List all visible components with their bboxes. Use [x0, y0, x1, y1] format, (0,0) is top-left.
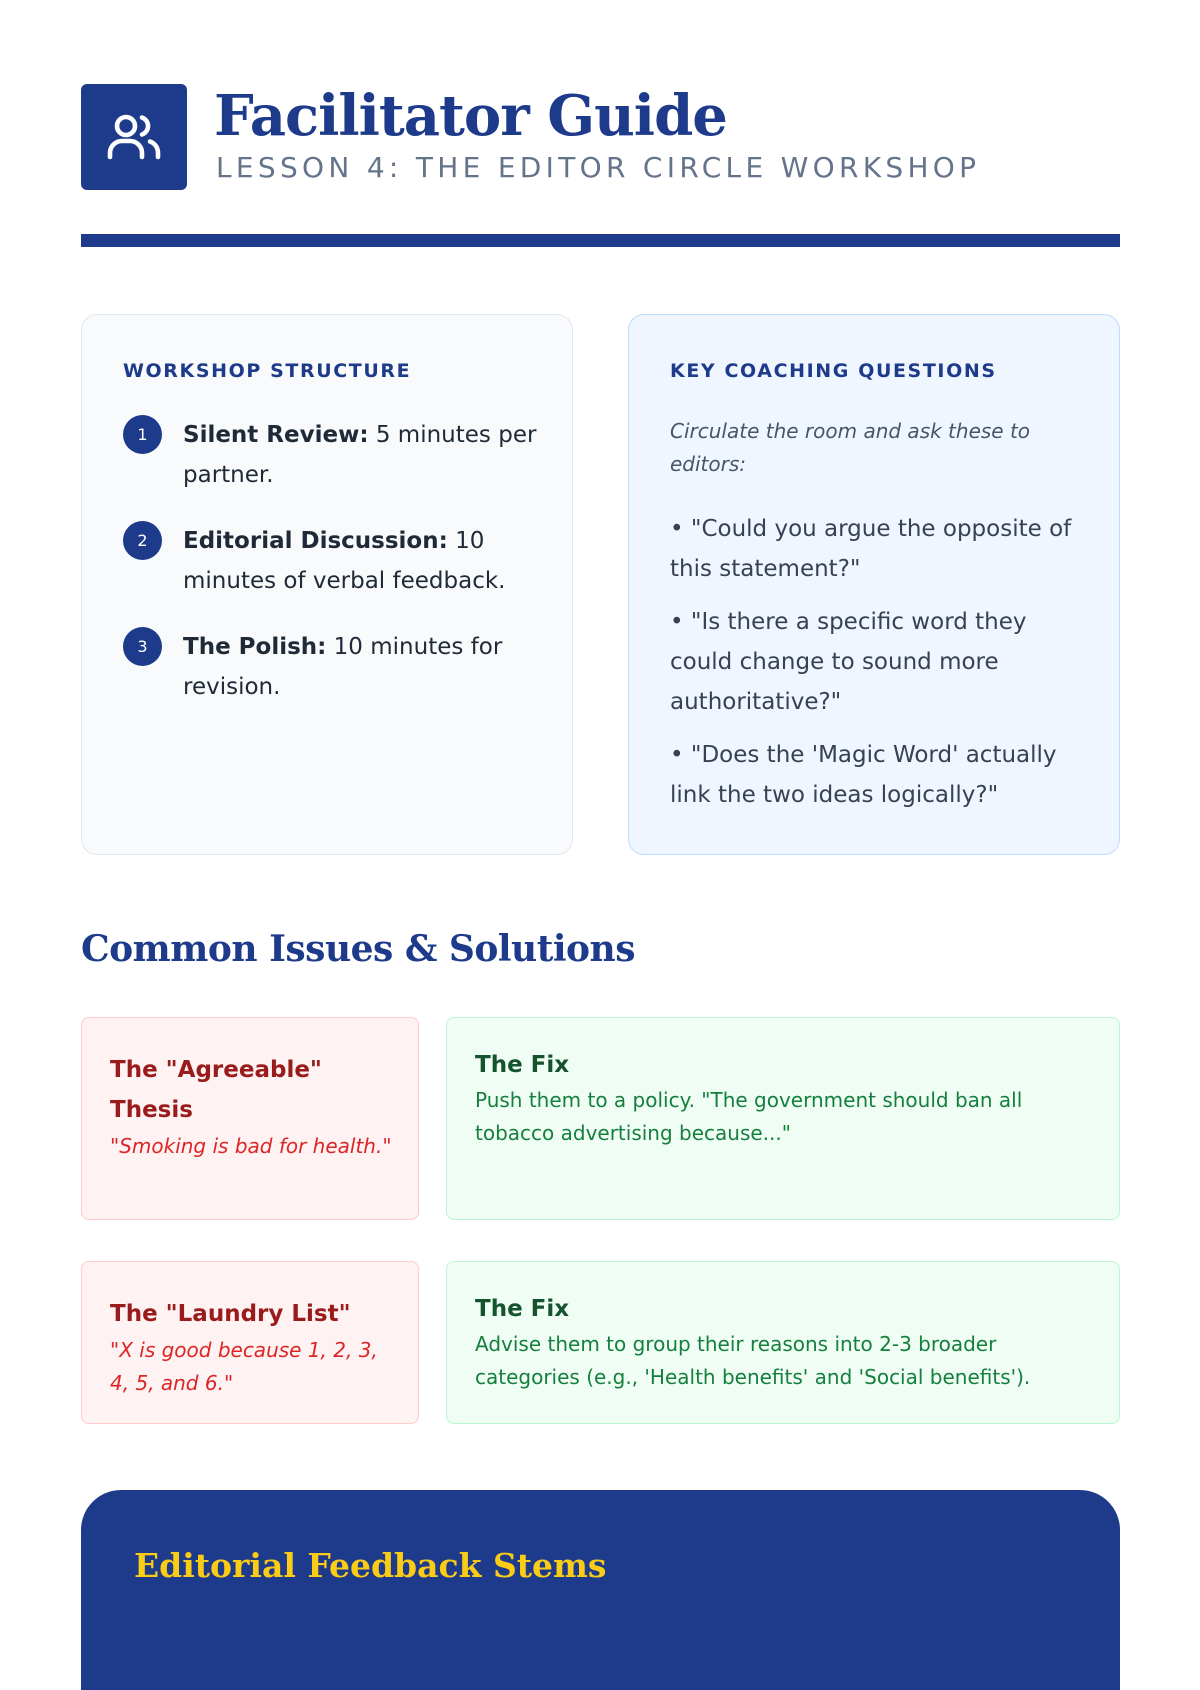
step-text: 10 minutes of verbal feedback.	[183, 528, 506, 594]
step-text: 10 minutes for revision.	[183, 634, 503, 700]
step-label: Editorial Discussion:	[183, 528, 448, 554]
workshop-structure-heading: WORKSHOP STRUCTURE	[123, 360, 412, 382]
coaching-questions-list	[670, 509, 1090, 828]
facilitator-guide-page	[81, 0, 1120, 1600]
page-header	[81, 84, 1120, 190]
feedback-stems-title: Editorial Feedback Stems	[134, 1546, 607, 1585]
step-text: 5 minutes per partner.	[183, 422, 537, 488]
issue-card-laundry-list	[81, 1261, 419, 1424]
step-label: Silent Review:	[183, 422, 369, 448]
page-subtitle: LESSON 4: THE EDITOR CIRCLE WORKSHOP	[216, 151, 981, 184]
fix-card-laundry-list	[446, 1261, 1120, 1424]
coaching-question: • "Does the 'Magic Word' actually link the two ideas logically?"	[670, 742, 1057, 808]
fix-card-agreeable-thesis	[446, 1017, 1120, 1220]
header-divider	[81, 234, 1120, 247]
issue-title: The "Agreeable" Thesis	[110, 1057, 322, 1123]
step-number-badge: 3	[123, 627, 162, 666]
fix-title: The Fix	[475, 1052, 570, 1078]
feedback-stems-banner	[81, 1490, 1120, 1690]
coaching-question: • "Is there a specific word they could change to sound more authoritative?"	[670, 609, 1027, 715]
step-label: The Polish:	[183, 634, 327, 660]
step-number-badge: 2	[123, 521, 162, 560]
coaching-question: • "Could you argue the opposite of this statement?"	[670, 516, 1072, 582]
workshop-step	[123, 521, 543, 601]
issue-card-agreeable-thesis	[81, 1017, 419, 1220]
coaching-questions-heading: KEY COACHING QUESTIONS	[670, 360, 997, 382]
fix-text: Advise them to group their reasons into 2-3 broader categories (e.g., 'Health benefits' and 'Social benefits').	[475, 1332, 1031, 1389]
step-number-badge: 1	[123, 415, 162, 454]
issue-example: "Smoking is bad for health."	[110, 1134, 392, 1158]
workshop-step	[123, 627, 543, 707]
fix-title: The Fix	[475, 1296, 570, 1322]
users-icon	[81, 84, 187, 190]
fix-text: Push them to a policy. "The government should ban all tobacco advertising because..."	[475, 1088, 1023, 1145]
coaching-questions-card	[628, 314, 1120, 855]
page-title: Facilitator Guide	[214, 83, 727, 149]
issue-example: "X is good because 1, 2, 3, 4, 5, and 6."	[110, 1338, 378, 1395]
issues-section-title: Common Issues & Solutions	[81, 928, 635, 970]
coaching-questions-intro: Circulate the room and ask these to editors:	[670, 419, 1031, 476]
issue-title: The "Laundry List"	[110, 1301, 351, 1327]
workshop-steps-list	[123, 415, 543, 733]
workshop-structure-card	[81, 314, 573, 855]
workshop-step	[123, 415, 543, 495]
